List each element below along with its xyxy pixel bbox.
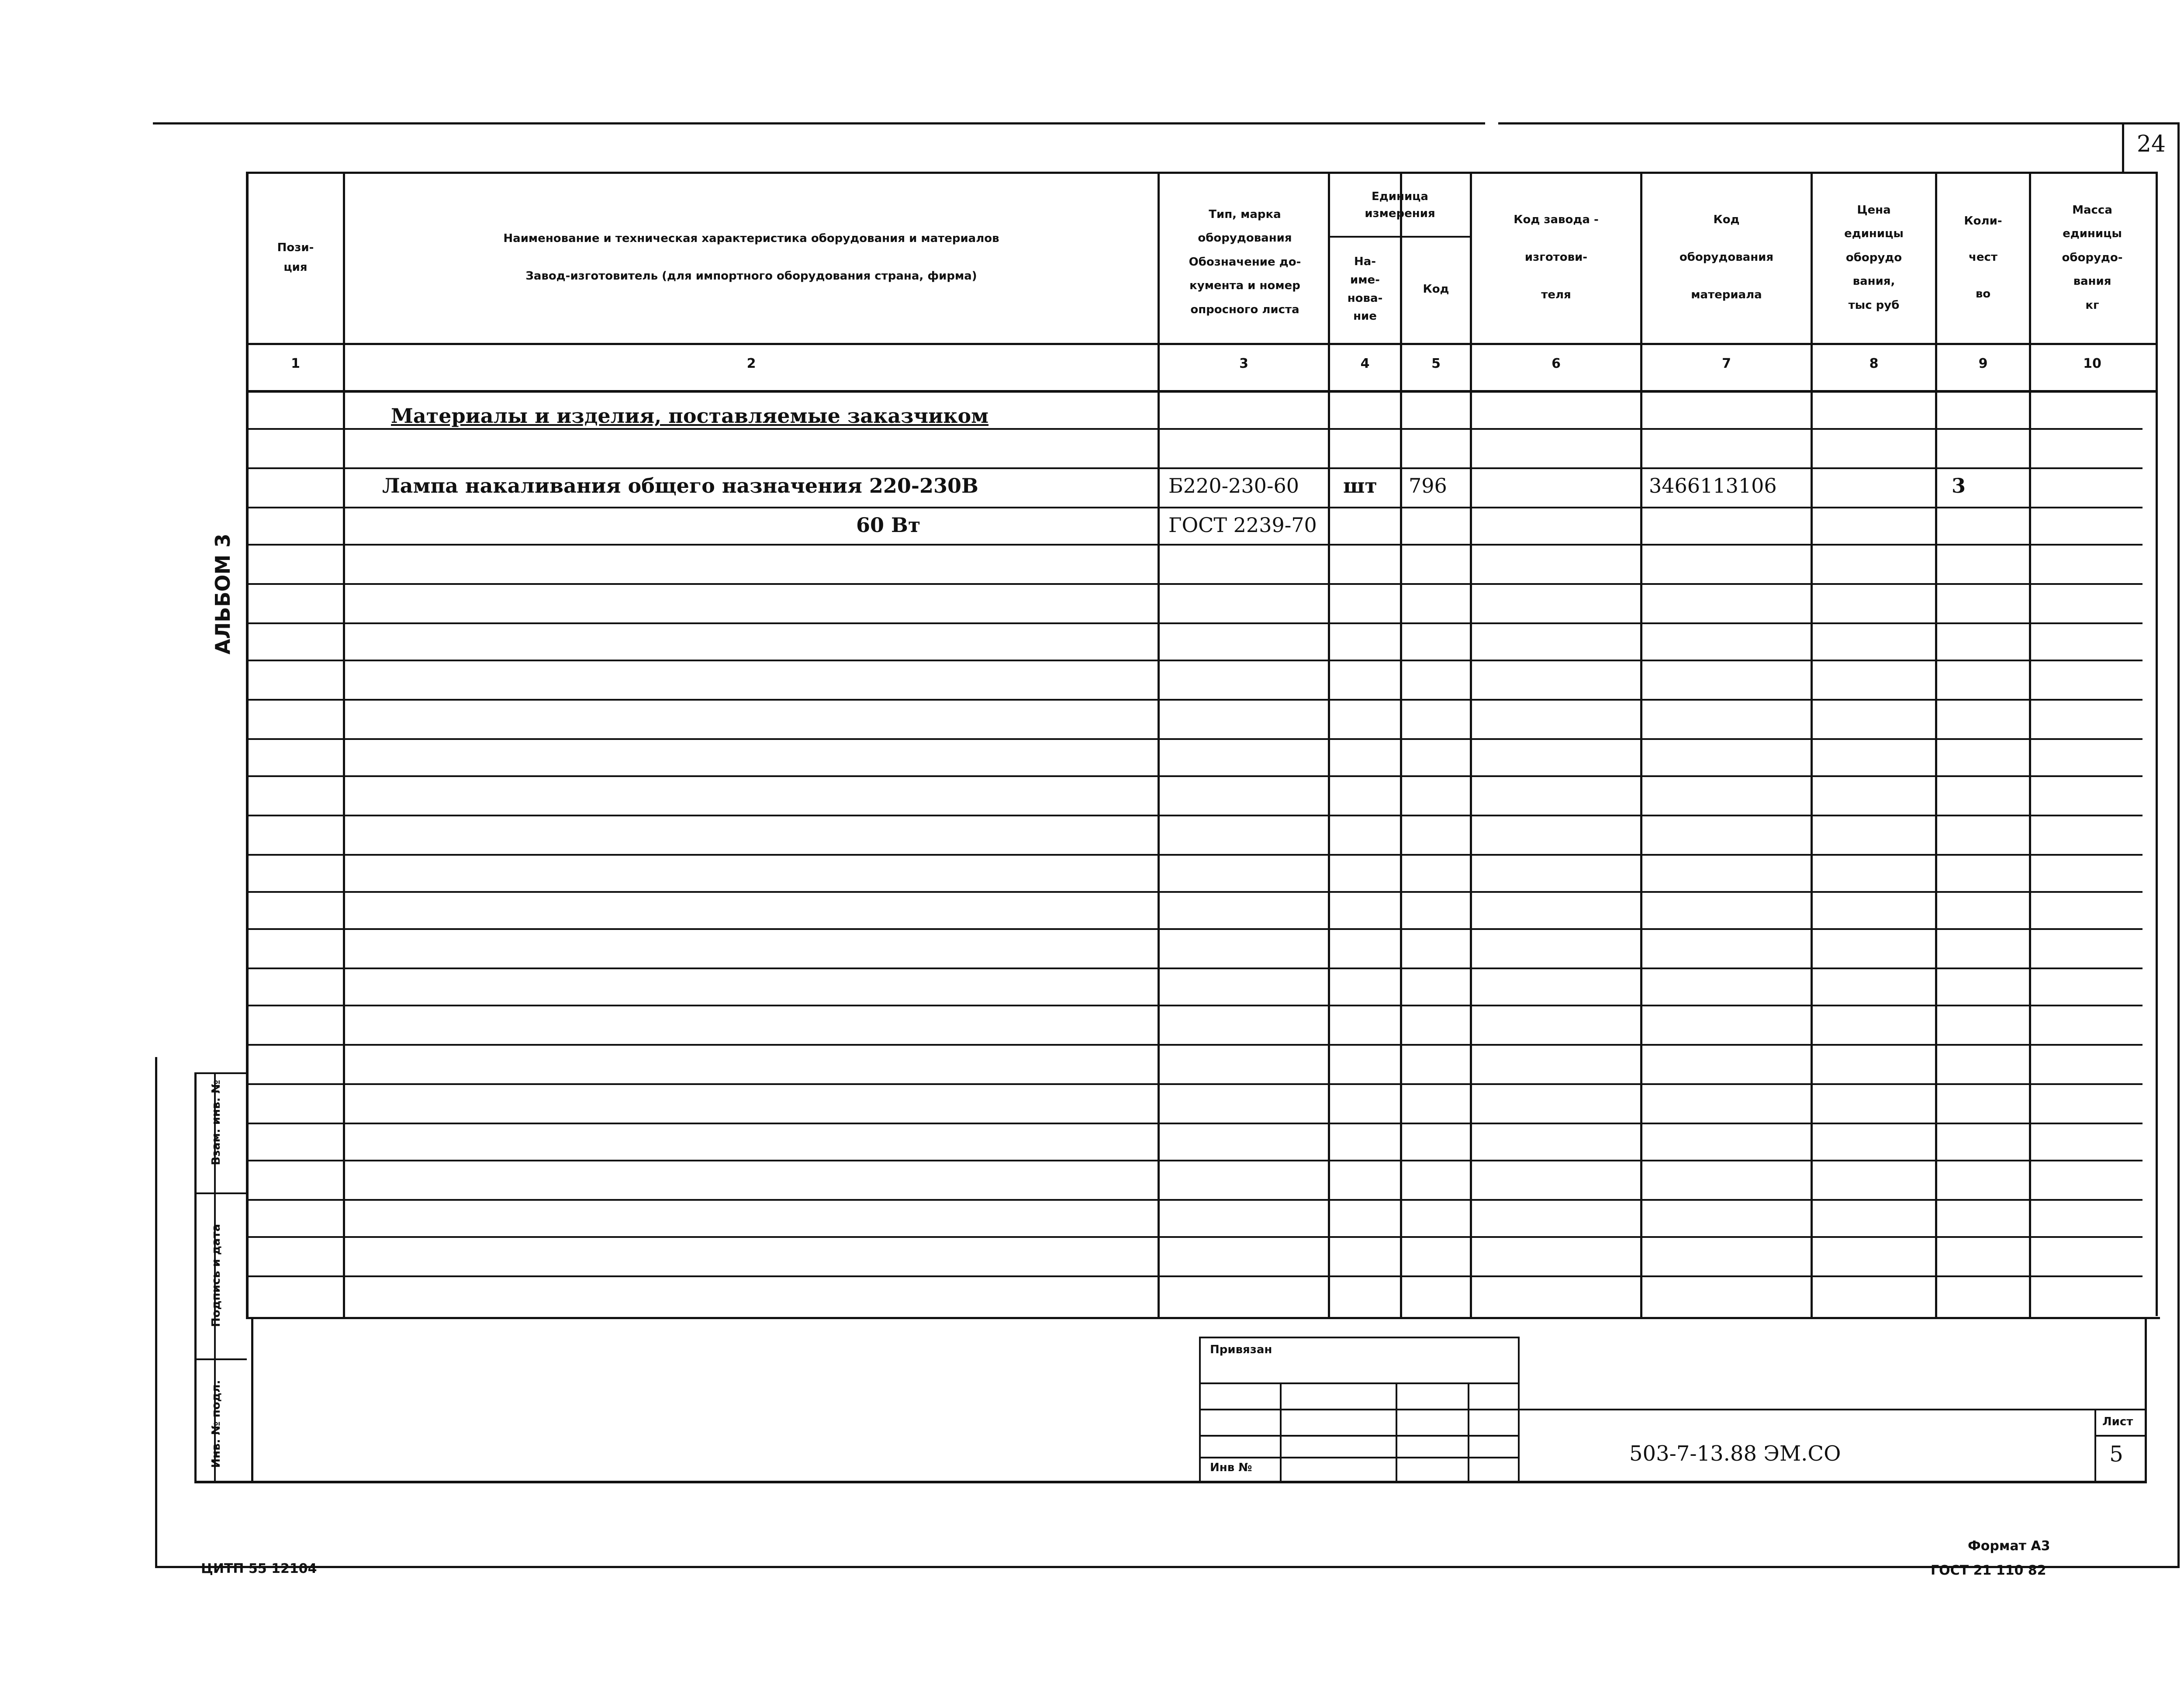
- item-name-continued: 60 Вт: [856, 513, 921, 537]
- column-separator: [1470, 172, 1472, 1317]
- column-separator: [343, 172, 345, 1317]
- body-row-line: [246, 583, 2143, 585]
- body-row-line: [246, 1044, 2143, 1046]
- title-grid-h: [1199, 1382, 1518, 1384]
- body-row-line: [246, 660, 2143, 661]
- body-row-line: [246, 544, 2143, 546]
- frame-right: [2177, 122, 2180, 1568]
- title-grid-h: [1199, 1337, 1518, 1338]
- item-unit-code: 796: [1409, 474, 1447, 498]
- body-row-line: [246, 1005, 2143, 1006]
- header-manufacturer-code: Код завода - изготови- теля: [1514, 213, 1599, 301]
- body-row-line: [246, 622, 2143, 624]
- colnum-3: 3: [1239, 356, 1248, 371]
- column-separator: [1400, 172, 1402, 1317]
- side-label-inv-original: Инв. № подл.: [210, 1380, 223, 1468]
- item-type: Б220-230-60: [1168, 474, 1299, 498]
- table-left: [246, 172, 249, 1319]
- title-block-bottom: [194, 1481, 2147, 1483]
- column-separator: [1328, 172, 1330, 1317]
- title-grid-h: [1518, 1409, 2147, 1410]
- body-row-line: [246, 1123, 2143, 1124]
- colnum-4: 4: [1360, 356, 1370, 371]
- body-row-line: [246, 428, 2143, 430]
- item-material-code: 3466113106: [1649, 474, 1777, 498]
- colnum-6: 6: [1552, 356, 1561, 371]
- body-row-line: [246, 928, 2143, 930]
- colnum-9: 9: [1978, 356, 1988, 371]
- document-code: 503-7-13.88 ЭМ.СО: [1629, 1441, 1841, 1466]
- body-row-line: [246, 1236, 2143, 1238]
- item-quantity: 3: [1952, 474, 1966, 498]
- colnum-1: 1: [291, 356, 300, 371]
- body-row-line: [246, 854, 2143, 856]
- unit-subheader-line: [1328, 236, 1470, 238]
- numbers-bottom: [246, 390, 2156, 393]
- title-sheet-box-h: [2094, 1435, 2147, 1437]
- body-row-line: [246, 1083, 2143, 1085]
- inv-number-label: Инв №: [1210, 1461, 1252, 1474]
- column-separator: [1158, 172, 1160, 1317]
- body-row-line: [246, 738, 2143, 740]
- header-type: Тип, марка оборудования Обозначение до- кумента и номер опросного листа: [1189, 207, 1301, 316]
- body-row-line: [246, 699, 2143, 701]
- top-rule-right: [1498, 122, 2180, 124]
- body-row-line: [246, 775, 2143, 777]
- privyazan-label: Привязан: [1210, 1343, 1272, 1356]
- header-material-code: Код оборудования материала: [1679, 213, 1774, 301]
- header-unit-name: На- име- нова- ние: [1347, 255, 1383, 323]
- title-grid-h: [1199, 1435, 1518, 1437]
- title-left: [251, 1317, 253, 1481]
- item-unit-name: шт: [1343, 474, 1377, 498]
- colnum-8: 8: [1869, 356, 1879, 371]
- header-unit-group: Единица измерения: [1365, 190, 1435, 220]
- stamp-strip-left: [194, 1072, 197, 1481]
- header-quantity: Коли- чест во: [1964, 214, 2002, 301]
- item-document: ГОСТ 2239-70: [1168, 513, 1317, 537]
- column-separator: [1811, 172, 1813, 1317]
- header-position: Пози- ция: [277, 241, 314, 274]
- side-label-signature-date: Подпись и дата: [210, 1223, 223, 1327]
- colnum-2: 2: [746, 356, 756, 371]
- title-grid-v: [1396, 1382, 1397, 1481]
- body-row-line: [246, 968, 2143, 969]
- title-grid-h: [1199, 1409, 1518, 1410]
- header-unit-code: Код: [1423, 282, 1449, 296]
- header-mass: Масса единицы оборудо- вания кг: [2062, 203, 2123, 312]
- body-row-line: [246, 1160, 2143, 1161]
- frame-bottom: [155, 1566, 2180, 1568]
- title-grid-v: [1280, 1382, 1282, 1481]
- colnum-5: 5: [1431, 356, 1441, 371]
- section-title: Материалы и изделия, поставляемые заказчиком: [391, 404, 989, 428]
- header-name: Наименование и техническая характеристика оборудования и материалов Завод-изготовитель (для импортного оборудования страна, фирма): [503, 232, 999, 283]
- frame-left: [155, 1057, 157, 1568]
- header-bottom: [246, 343, 2156, 345]
- format-label: Формат А3: [1968, 1538, 2050, 1554]
- colnum-10: 10: [2083, 356, 2101, 371]
- column-separator: [2029, 172, 2031, 1317]
- table-right: [2156, 172, 2158, 1316]
- gost-label: ГОСТ 21 110 82: [1931, 1563, 2046, 1578]
- sheet-label: Лист: [2102, 1415, 2133, 1428]
- body-row-line: [246, 1275, 2143, 1277]
- body-row-line: [246, 815, 2143, 816]
- header-price: Цена единицы оборудо вания, тыс руб: [1844, 203, 1904, 312]
- stamp-strip-divider: [194, 1192, 247, 1194]
- body-row-line: [246, 467, 2143, 469]
- colnum-7: 7: [1722, 356, 1731, 371]
- body-row-line: [246, 1199, 2143, 1201]
- side-label-replace-inv: Взам. инв. №: [210, 1080, 223, 1165]
- body-row-line: [246, 507, 2143, 508]
- top-rule-left: [153, 122, 1485, 124]
- item-name: Лампа накаливания общего назначения 220-230В: [382, 474, 978, 498]
- body-row-line: [246, 891, 2143, 893]
- page-number: 24: [2136, 131, 2166, 157]
- title-right: [2145, 1317, 2147, 1481]
- album-label: АЛЬБОМ 3: [211, 533, 235, 655]
- page-number-box-left: [2122, 122, 2124, 172]
- column-separator: [1640, 172, 1642, 1317]
- column-separator: [1935, 172, 1937, 1317]
- title-grid-h: [1199, 1457, 1518, 1458]
- tsitp-label: ЦИТП 55 12104: [201, 1561, 317, 1576]
- body-bottom: [246, 1317, 2160, 1319]
- title-grid-v: [1468, 1382, 1469, 1481]
- sheet-number: 5: [2109, 1441, 2123, 1467]
